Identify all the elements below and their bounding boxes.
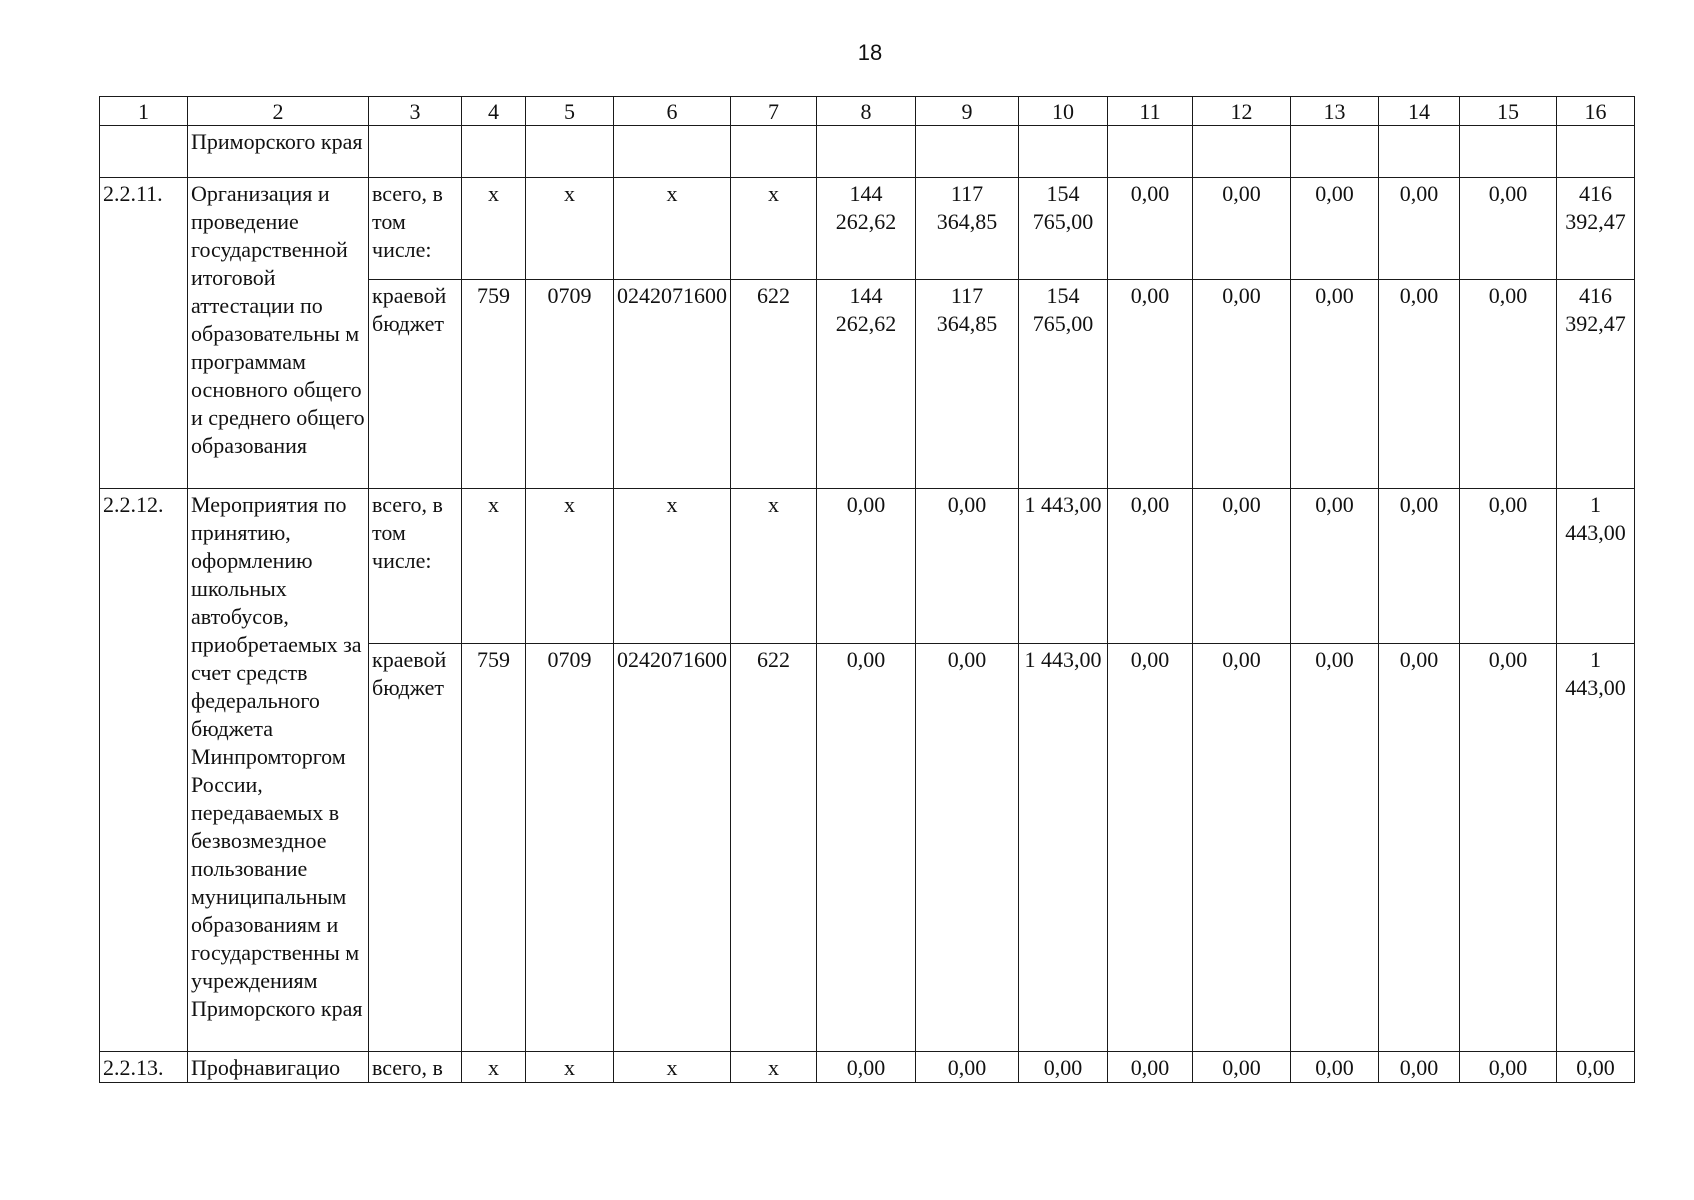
column-header: 6 <box>614 97 731 126</box>
table-cell: 622 <box>731 280 817 489</box>
table-cell: х <box>614 1052 731 1083</box>
column-header: 10 <box>1019 97 1108 126</box>
funding-source: краевой бюджет <box>369 280 462 489</box>
table-cell: х <box>462 178 526 280</box>
table-cell: 416 392,47 <box>1557 178 1635 280</box>
funding-source: всего, в <box>369 1052 462 1083</box>
empty-cell <box>1291 126 1379 178</box>
table-cell: 0,00 <box>1379 489 1460 644</box>
empty-cell <box>614 126 731 178</box>
table-cell: 0,00 <box>916 644 1019 1052</box>
table-cell: х <box>731 178 817 280</box>
table-cell: х <box>526 489 614 644</box>
table-cell: 0,00 <box>1193 644 1291 1052</box>
item-name: Мероприятия по принятию, оформлению школьных автобусов, приобретаемых за счет средств федерального бюджета Минпромторгом России, передаваемых в безвозмездное пользование муниципальным образованиям и государственны м учреждениям Приморского края <box>188 489 369 1052</box>
empty-cell <box>1019 126 1108 178</box>
table-cell: х <box>462 1052 526 1083</box>
empty-cell <box>1557 126 1635 178</box>
table-cell: 0,00 <box>1557 1052 1635 1083</box>
table-cell: 154 765,00 <box>1019 178 1108 280</box>
budget-table <box>99 96 1635 1083</box>
table-cell: 0,00 <box>1379 178 1460 280</box>
table-cell: 0,00 <box>1291 280 1379 489</box>
table-cell: х <box>526 1052 614 1083</box>
table-row <box>100 126 1635 178</box>
table-cell: 0,00 <box>1379 280 1460 489</box>
empty-cell <box>369 126 462 178</box>
table-cell: 0,00 <box>1460 178 1557 280</box>
table-cell: 0,00 <box>916 1052 1019 1083</box>
table-cell: 0,00 <box>1291 178 1379 280</box>
table-cell: 0,00 <box>1460 280 1557 489</box>
column-header: 12 <box>1193 97 1291 126</box>
table-cell: 0,00 <box>817 1052 916 1083</box>
column-header: 14 <box>1379 97 1460 126</box>
empty-cell <box>731 126 817 178</box>
table-cell: 0,00 <box>1019 1052 1108 1083</box>
empty-cell <box>1460 126 1557 178</box>
page-number: 18 <box>857 40 883 65</box>
table-cell: 1 443,00 <box>1557 489 1635 644</box>
table-cell: 1 443,00 <box>1019 644 1108 1052</box>
table-cell: 0,00 <box>1193 178 1291 280</box>
table-cell: 759 <box>462 644 526 1052</box>
table-cell: 759 <box>462 280 526 489</box>
table-row <box>100 1052 1635 1083</box>
column-header: 11 <box>1108 97 1193 126</box>
table-cell: х <box>731 1052 817 1083</box>
table-cell: х <box>614 489 731 644</box>
item-number: 2.2.11. <box>100 178 188 489</box>
column-header: 1 <box>100 97 188 126</box>
funding-source: всего, в том числе: <box>369 178 462 280</box>
table-cell: 0,00 <box>1460 489 1557 644</box>
empty-cell <box>817 126 916 178</box>
item-number: 2.2.13. <box>100 1052 188 1083</box>
table-cell: 0,00 <box>1291 644 1379 1052</box>
item-number: 2.2.12. <box>100 489 188 1052</box>
table-cell: 1 443,00 <box>1557 644 1635 1052</box>
column-header: 15 <box>1460 97 1557 126</box>
table-cell: 0,00 <box>817 489 916 644</box>
table-cell: 0709 <box>526 280 614 489</box>
table-cell: 0,00 <box>1379 644 1460 1052</box>
empty-cell <box>100 126 188 178</box>
table-cell: 0,00 <box>1108 644 1193 1052</box>
table-cell: 0,00 <box>1193 1052 1291 1083</box>
empty-cell <box>462 126 526 178</box>
column-header: 8 <box>817 97 916 126</box>
empty-cell <box>1108 126 1193 178</box>
column-header: 16 <box>1557 97 1635 126</box>
table-cell: 0,00 <box>1108 489 1193 644</box>
table-cell: 144 262,62 <box>817 178 916 280</box>
column-header: 5 <box>526 97 614 126</box>
table-cell: 0,00 <box>1108 178 1193 280</box>
column-header: 7 <box>731 97 817 126</box>
column-header: 9 <box>916 97 1019 126</box>
funding-source: всего, в том числе: <box>369 489 462 644</box>
column-header: 2 <box>188 97 369 126</box>
table-cell: 0,00 <box>1291 489 1379 644</box>
empty-cell <box>526 126 614 178</box>
table-cell: 0,00 <box>1193 489 1291 644</box>
empty-cell <box>1379 126 1460 178</box>
table-cell: 0709 <box>526 644 614 1052</box>
table-cell: 0,00 <box>817 644 916 1052</box>
table-cell: 0,00 <box>1379 1052 1460 1083</box>
table-cell: 0242071600 <box>614 644 731 1052</box>
table-cell: 622 <box>731 644 817 1052</box>
table-cell: х <box>462 489 526 644</box>
table-cell: 0,00 <box>1460 1052 1557 1083</box>
item-name: Организация и проведение государственной итоговой аттестации по образовательны м программам основного общего и среднего общего образования <box>188 178 369 489</box>
table-cell: 0,00 <box>916 489 1019 644</box>
table-cell: 0,00 <box>1291 1052 1379 1083</box>
column-header: 13 <box>1291 97 1379 126</box>
program-name-continuation: Приморского края <box>188 126 369 178</box>
column-header: 4 <box>462 97 526 126</box>
table-cell: 0,00 <box>1193 280 1291 489</box>
table-cell: х <box>526 178 614 280</box>
table-cell: х <box>731 489 817 644</box>
empty-cell <box>916 126 1019 178</box>
table-cell: 0242071600 <box>614 280 731 489</box>
column-header-row <box>100 97 1635 126</box>
table-cell: 144 262,62 <box>817 280 916 489</box>
column-header: 3 <box>369 97 462 126</box>
table-cell: 117 364,85 <box>916 280 1019 489</box>
table-row <box>100 489 1635 644</box>
item-name: Профнавигацио <box>188 1052 369 1083</box>
table-cell: 0,00 <box>1108 1052 1193 1083</box>
table-row <box>100 178 1635 280</box>
empty-cell <box>1193 126 1291 178</box>
table-cell: 416 392,47 <box>1557 280 1635 489</box>
table-cell: 154 765,00 <box>1019 280 1108 489</box>
table-cell: 0,00 <box>1108 280 1193 489</box>
table-cell: х <box>614 178 731 280</box>
table-cell: 117 364,85 <box>916 178 1019 280</box>
funding-source: краевой бюджет <box>369 644 462 1052</box>
table-cell: 0,00 <box>1460 644 1557 1052</box>
table-cell: 1 443,00 <box>1019 489 1108 644</box>
